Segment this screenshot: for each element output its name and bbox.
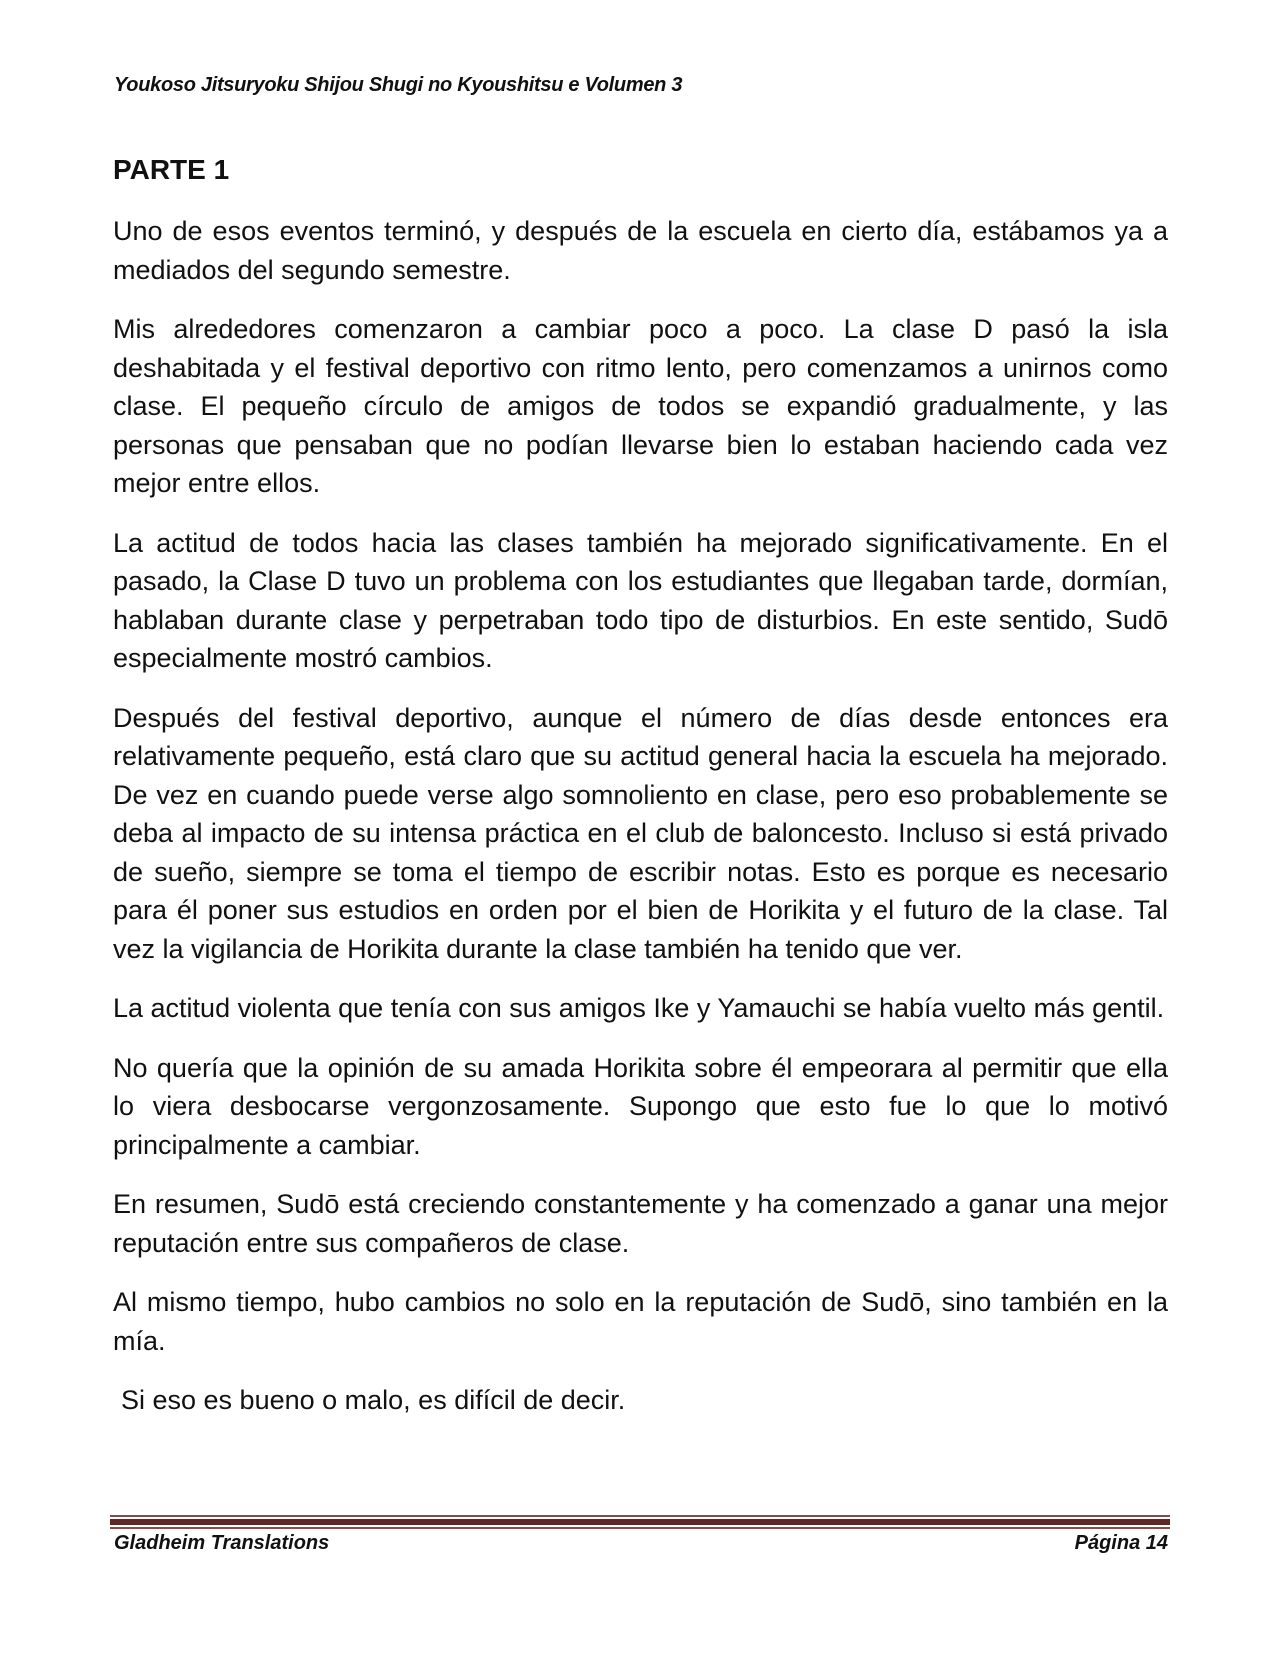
page-number: Página 14 (1074, 1532, 1168, 1554)
body-text (113, 212, 1168, 1441)
paragraph: No quería que la opinión de su amada Horikita sobre él empeorara al permitir que ella lo viera desbocarse vergonzosamente. Supongo que esto fue lo que lo motivó principalmente a cambiar. (113, 1052, 1168, 1160)
paragraph: Al mismo tiempo, hubo cambios no solo en la reputación de Sudō, sino también en la mía. (113, 1287, 1168, 1356)
paragraph: Después del festival deportivo, aunque el número de días desde entonces era relativamente pequeño, está claro que su actitud general hacia la escuela ha mejorado. De vez en cuando puede verse algo somnoliento en clase, pero eso probablemente se deba al impacto de su intensa práctica en el club de baloncesto. Incluso si está privado de sueño, siempre se toma el tiempo de escribir notas. Esto es porque es necesario para él poner sus estudios en orden por el bien de Horikita y el futuro de la clase. Tal vez la vigilancia de Horikita durante la clase también ha tenido que ver. (113, 702, 1168, 964)
paragraph: Mis alrededores comenzaron a cambiar poco a poco. La clase D pasó la isla deshabitada y el festival deportivo con ritmo lento, pero comenzamos a unirnos como clase. El pequeño círculo de amigos de todos se expandió gradualmente, y las personas que pensaban que no podían llevarse bien lo estaban haciendo cada vez mejor entre ellos. (113, 314, 1168, 498)
paragraph: En resumen, Sudō está creciendo constantemente y ha comenzado a ganar una mejor reputación entre sus compañeros de clase. (113, 1189, 1168, 1258)
paragraph: La actitud de todos hacia las clases también ha mejorado significativamente. En el pasado, la Clase D tuvo un problema con los estudiantes que llegaban tarde, dormían, hablaban durante clase y perpetraban todo tipo de disturbios. En este sentido, Sudō especialmente mostró cambios. (113, 527, 1168, 673)
paragraph: La actitud violenta que tenía con sus amigos Ike y Yamauchi se había vuelto más gentil. (113, 993, 1165, 1023)
section-title: PARTE 1 (113, 154, 230, 185)
footer-rule (110, 1515, 1170, 1529)
footer-translator: Gladheim Translations (114, 1532, 330, 1554)
paragraph: Uno de esos eventos terminó, y después de la escuela en cierto día, estábamos ya a mediados del segundo semestre. (113, 216, 1168, 285)
paragraph: Si eso es bueno o malo, es difícil de decir. (121, 1385, 626, 1415)
running-header: Youkoso Jitsuryoku Shijou Shugi no Kyoushitsu e Volumen 3 (114, 74, 683, 96)
